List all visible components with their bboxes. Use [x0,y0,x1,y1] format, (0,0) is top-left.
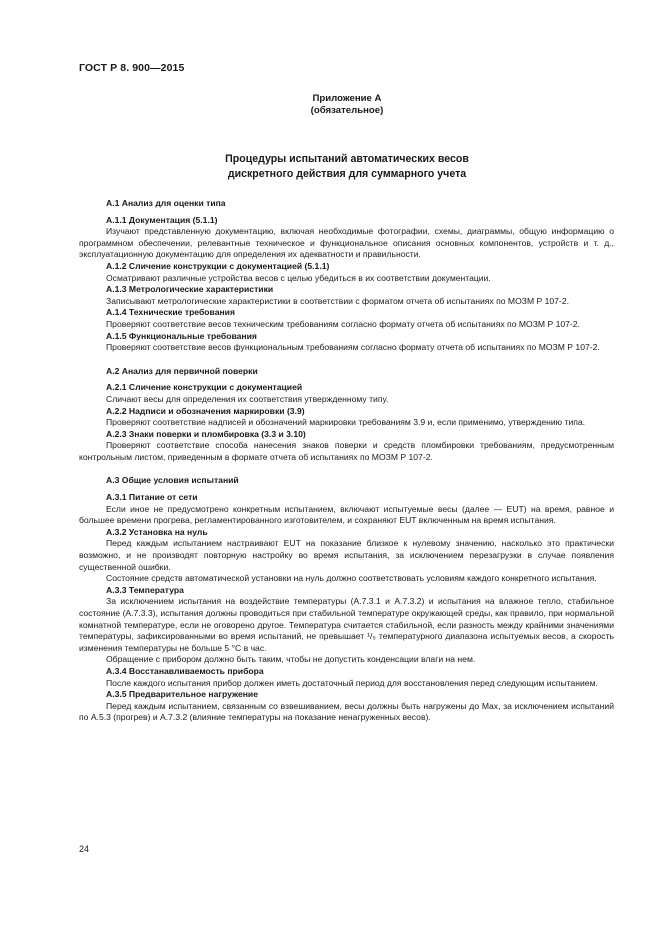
paragraph: Записывают метрологические характеристики в соответствии с форматом отчета об испытаниях по МОЗМ Р 107-2. [106,295,569,306]
section-heading: А.3 Общие условия испытаний [106,475,239,486]
section-heading: А.1.1 Документация (5.1.1) [106,214,218,225]
section-heading: А.3.5 Предварительное нагружение [106,689,258,700]
document-body [79,198,614,724]
paragraph: Проверяют соответствие способа нанесения знаков поверки и средств пломбировки требованиям, предусмотренным контрольным листом, приведенным в формате отчета об испытаниях по МОЗМ Р 107-2. [79,440,614,462]
page-title-line-2: дискретного действия для суммарного учета [227,168,467,180]
section-heading: А.2.3 Знаки поверки и пломбировка (3.3 и 3.10) [106,428,306,439]
section-heading: А.1.4 Технические требования [106,307,235,318]
section-heading: А.1.2 Сличение конструкции с документацией (5.1.1) [106,260,330,271]
section-heading: А.1.3 Метрологические характеристики [106,284,274,295]
paragraph: После каждого испытания прибор должен иметь достаточный период для восстановления перед следующим испытанием. [106,677,598,688]
paragraph: Проверяют соответствие весов функциональным требованиям согласно формату отчета об испытаниях по МОЗМ Р 107-2. [106,342,600,353]
appendix-label: Приложение А [312,93,382,104]
paragraph: Если иное не предусмотрено конкретным испытанием, включают испытуемые весы (далее — EUT) на время, равное и большее времени прогрева, регламентированного изготовителем, и сохраняют EUT включенным на время испытания. [79,503,614,526]
paragraph: Проверяют соответствие весов техническим требованиям согласно формату отчета об испытаниях по МОЗМ Р 107-2. [106,318,580,329]
paragraph: Сличают весы для определения их соответствия утвержденному типу. [106,393,389,404]
paragraph: Осматривают различные устройства весов с целью убедиться в их соответствии документации. [106,272,491,283]
paragraph: Проверяют соответствие надписей и обозначений маркировки требованиям 3.9 и, если применимо, утверждению типа. [106,417,586,428]
paragraph: Изучают представленную документацию, включая необходимые фотографии, схемы, диаграммы, общую информацию о программном обеспечении, релевантные техническое и функциональное описания основных компонентов, устройств и т. д., эксплуатационную документацию для определения их адекватности и правильности. [79,226,614,260]
section-heading: А.2.1 Сличение конструкции с документацией [106,382,303,393]
paragraph: Перед каждым испытанием, связанным со взвешиванием, весы должны быть нагружены до Max, за исключением испытаний по А.5.3 (прогрев) и А.7.3.2 (влияние температуры на показание ненагруженных весов). [79,700,614,723]
page-title-line-1: Процедуры испытаний автоматических весов [225,153,469,165]
appendix-note: (обязательное) [310,105,384,116]
paragraph: За исключением испытания на воздействие температуры (А.7.3.1 и А.7.3.2) и испытания на влажное тепло, стабильное состояние (А.7.3.3), испытания должны проводиться при стабильной температуре окружающей среды, как правило, при нормальной комнатной температуре, если не оговорено другое. Температура считается стабильной, если разность между крайними значениями температуры, зафиксированными во время испытаний, не превышает ¹/₅ температурного диапазона испытуемых весов, а скорость изменения температуры не больше 5 °С в час. [79,596,614,653]
paragraph: Обращение с прибором должно быть таким, чтобы не допустить конденсации влаги на нем. [106,654,476,665]
paragraph: Перед каждым испытанием настраивают EUT на показание близкое к нулевому значению, насколько это практически возможно, и не производят повторную настройку во время испытания, за исключением перезагрузки в случае появления существенной ошибки. [79,538,614,572]
section-heading: А.3.3 Температура [106,584,184,595]
section-heading: А.3.2 Установка на нуль [106,526,208,537]
section-heading: А.2.2 Надписи и обозначения маркировки (3.9) [106,405,305,416]
section-heading: А.3.1 Питание от сети [106,492,198,503]
section-heading: А.2 Анализ для первичной поверки [106,365,258,376]
paragraph: Состояние средств автоматической установки на нуль должно соответствовать условиям каждого конкретного испытания. [106,573,597,584]
section-heading: А.1 Анализ для оценки типа [106,198,226,208]
section-heading: А.1.5 Функциональные требования [106,330,257,341]
section-heading: А.3.4 Восстанавливаемость прибора [106,665,264,676]
page-number: 24 [79,844,90,854]
standard-header: ГОСТ Р 8. 900—2015 [79,62,185,74]
